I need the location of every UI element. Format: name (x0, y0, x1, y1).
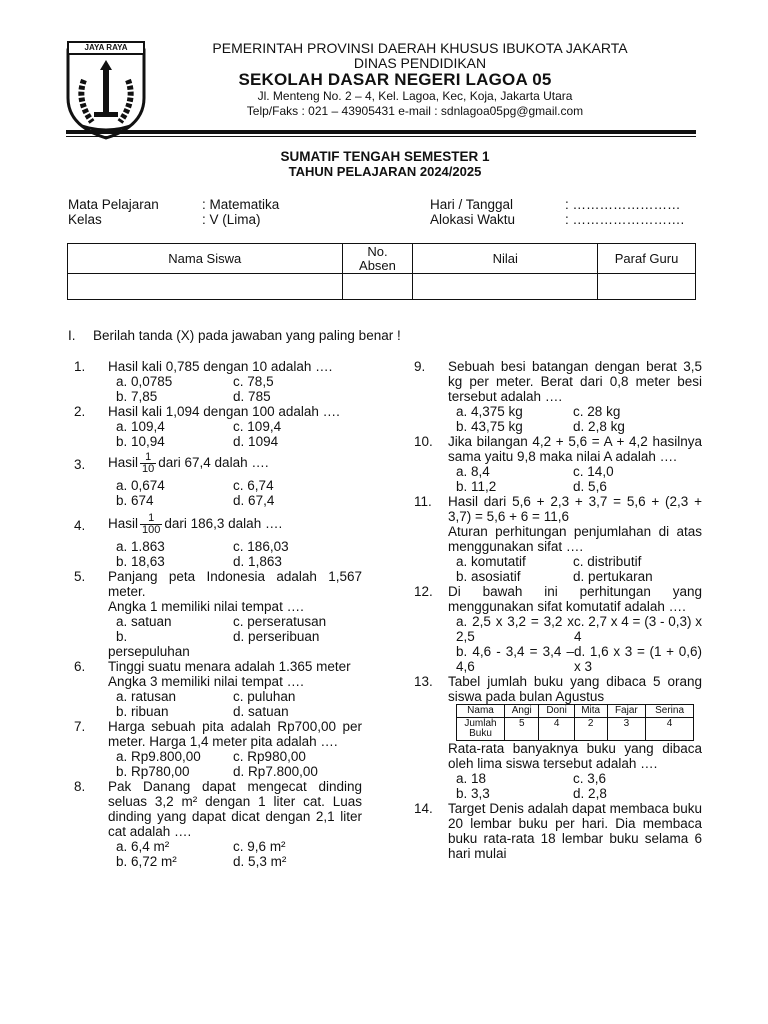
time-value: : ……………………. (565, 212, 685, 227)
question-text: Tinggi suatu menara adalah 1.365 meter (108, 659, 351, 674)
option-b[interactable]: b. ribuan (116, 704, 169, 719)
option-c[interactable]: c. 9,6 m² (233, 839, 286, 854)
jaya-raya-emblem-icon (62, 40, 150, 140)
col-paraf-guru: Paraf Guru (598, 244, 696, 274)
day-label: Hari / Tanggal (430, 197, 514, 212)
question-text: Hasil kali 0,785 dengan 10 adalah …. (108, 359, 333, 374)
option-b[interactable]: b. (116, 629, 128, 644)
question-11: 11. Hasil dari 5,6 + 2,3 + 3,7 = 5,6 + (2,3 + 3,7) = 5,6 + 6 = 11,6 Aturan perhitungan penjumlahan di atas menggunakan sifat …. a. komutatif c. distributif b. asosiatif d. pertukaran (414, 494, 702, 584)
question-10: 10. Jika bilangan 4,2 + 5,6 = A + 4,2 hasilnya sama yaitu 9,8 maka nilai A adalah …. a. 8,4 c. 14,0 b. 11,2 d. 5,6 (414, 434, 702, 494)
class-label: Kelas (68, 212, 102, 227)
question-8: 8. Pak Danang dapat mengecat dinding seluas 3,2 m² dengan 1 liter cat. Luas dinding yang dapat dicat dengan 2,1 liter cat adalah …. a. 6,4 m² c. 9,6 m² b. 6,72 m² d. 5,3 m² (74, 779, 362, 869)
option-c[interactable]: c. puluhan (233, 689, 296, 704)
option-a[interactable]: a. 0,0785 (116, 374, 173, 389)
books-header-student: Angi (505, 705, 539, 718)
question-2: 2. Hasil kali 1,094 dengan 100 adalah …. a. 109,4 c. 109,4 b. 10,94 d. 1094 (68, 404, 362, 449)
option-b[interactable]: b. 4,6 - 3,4 = 3,4 – 4,6 (456, 644, 574, 674)
option-d[interactable]: d. 1,6 x 3 = (1 + 0,6) x 3 (574, 644, 702, 674)
option-c[interactable]: c. Rp980,00 (233, 749, 306, 764)
cell-nilai[interactable] (413, 274, 598, 300)
class-value: : V (Lima) (202, 212, 261, 227)
option-b[interactable]: b. asosiatif (456, 569, 521, 584)
option-d[interactable]: d. 5,3 m² (233, 854, 287, 869)
question-subtext: Angka 3 memiliki nilai tempat …. (108, 674, 304, 689)
section-number: I. (68, 328, 76, 343)
option-c[interactable]: c. 28 kg (573, 404, 621, 419)
question-subtext: Aturan perhitungan penjumlahan di atas menggunakan sifat …. (448, 524, 702, 554)
books-value: 3 (607, 718, 646, 741)
option-a[interactable]: a. 8,4 (456, 464, 490, 479)
option-d[interactable]: d. Rp7.800,00 (233, 764, 318, 779)
books-header-student: Mita (574, 705, 607, 718)
option-a[interactable]: a. 6,4 m² (116, 839, 170, 854)
option-b[interactable]: b. 3,3 (456, 786, 490, 801)
option-b[interactable]: b. 7,85 (116, 389, 158, 404)
question-14: 14. Target Denis adalah dapat membaca buku 20 lembar buku per hari. Dia membaca buku rata-rata 18 lembar buku selama 6 hari mulai (414, 801, 702, 861)
books-header-student: Serina (646, 705, 694, 718)
option-a[interactable]: a. satuan (116, 614, 172, 629)
option-c[interactable]: c. 109,4 (233, 419, 282, 434)
option-d[interactable]: d. 67,4 (233, 493, 275, 508)
option-c[interactable]: c. 186,03 (233, 539, 289, 554)
option-a[interactable]: a. Rp9.800,00 (116, 749, 201, 764)
option-d[interactable]: d. pertukaran (573, 569, 653, 584)
col-no-absen: No. Absen (342, 244, 413, 274)
header-line-1: PEMERINTAH PROVINSI DAERAH KHUSUS IBUKOTA JAKARTA (212, 40, 628, 56)
option-c[interactable]: c. perseratusan (233, 614, 327, 629)
option-a[interactable]: a. 0,674 (116, 478, 165, 493)
question-1: 1. Hasil kali 0,785 dengan 10 adalah …. a. 0,0785 c. 78,5 b. 7,85 d. 785 (68, 359, 362, 404)
day-value: : …………………… (565, 197, 681, 212)
option-a[interactable]: a. ratusan (116, 689, 177, 704)
option-b[interactable]: b. 43,75 kg (456, 419, 523, 434)
cell-paraf-guru[interactable] (598, 274, 696, 300)
books-header-student: Fajar (607, 705, 646, 718)
header-rule-thick (66, 130, 696, 134)
question-4: 4. Hasil $\frac{1}{100}$ dari 186,3 dalah …. a. 1.863 c. 186,03 b. 18,63 d. 1,863 (68, 513, 362, 569)
option-d[interactable]: d. satuan (233, 704, 289, 719)
question-subtext: Rata-rata banyaknya buku yang dibaca oleh lima siswa tersebut adalah …. (448, 741, 702, 771)
school-contact: Telp/Faks : 021 – 43905431 e-mail : sdnlagoa05pg@gmail.com (246, 104, 584, 118)
option-b[interactable]: b. Rp780,00 (116, 764, 190, 779)
option-d[interactable]: d. 1,863 (233, 554, 282, 569)
books-row-label: Jumlah Buku (457, 718, 505, 741)
fraction: $\frac{1}{10}$ (142, 451, 155, 475)
question-text: Target Denis adalah dapat membaca buku 20 lembar buku per hari. Dia membaca buku rata-rata 18 lembar buku selama 6 hari mulai (448, 801, 702, 861)
option-d[interactable]: d. 2,8 (573, 786, 607, 801)
option-d[interactable]: d. 1094 (233, 434, 279, 449)
col-nilai: Nilai (413, 244, 598, 274)
option-d[interactable]: d. 2,8 kg (573, 419, 625, 434)
question-5: 5. Panjang peta Indonesia adalah 1,567 meter. Angka 1 memiliki nilai tempat …. a. satuan c. perseratusan b. d. perseribuan persepuluhan (74, 569, 362, 659)
question-text: Tabel jumlah buku yang dibaca 5 orang siswa pada bulan Agustus (448, 674, 702, 704)
cell-nama-siswa[interactable] (68, 274, 343, 300)
header-rule-thin (66, 136, 696, 137)
question-3: 3. Hasil $\frac{1}{10}$ dari 67,4 dalah …. a. 0,674 c. 6,74 b. 674 d. 67,4 (68, 452, 362, 508)
option-b[interactable]: b. 6,72 m² (116, 854, 177, 869)
books-value: 4 (646, 718, 694, 741)
books-value: 4 (539, 718, 574, 741)
questions-left-column (68, 359, 362, 869)
option-b[interactable]: b. 674 (116, 493, 154, 508)
question-13: 13. Tabel jumlah buku yang dibaca 5 orang siswa pada bulan Agustus Nama Angi Doni Mita Fajar Serina Jumlah Buku 5 4 2 3 4 Rata-rata banyaknya buku yang dibaca oleh lima siswa tersebut adalah …. a. 18 c. 3,6 b. 3,3 d. 2,8 (414, 674, 702, 801)
question-text: Hasil dari 5,6 + 2,3 + 3,7 = 5,6 + (2,3 + 3,7) = 5,6 + 6 = 11,6 (448, 494, 702, 524)
option-c[interactable]: c. 6,74 (233, 478, 274, 493)
option-b-continued: persepuluhan (108, 644, 190, 659)
subject-value: : Matematika (202, 197, 280, 212)
logo-text: JAYA RAYA (84, 43, 128, 52)
books-header-student: Doni (539, 705, 574, 718)
col-nama-siswa: Nama Siswa (68, 244, 343, 274)
question-text: Jika bilangan 4,2 + 5,6 = A + 4,2 hasilnya sama yaitu 9,8 maka nilai A adalah …. (448, 434, 702, 464)
option-d[interactable]: d. 785 (233, 389, 271, 404)
books-value: 5 (505, 718, 539, 741)
question-text: Harga sebuah pita adalah Rp700,00 per meter. Harga 1,4 meter pita adalah …. (108, 719, 362, 749)
question-text: Hasil kali 1,094 dengan 100 adalah …. (108, 404, 340, 419)
question-subtext: Angka 1 memiliki nilai tempat …. (108, 599, 304, 614)
student-id-table (67, 243, 696, 300)
option-a[interactable]: a. 18 (456, 771, 487, 786)
exam-title: SUMATIF TENGAH SEMESTER 1 (280, 149, 490, 164)
option-a[interactable]: a. 4,375 kg (456, 404, 523, 419)
question-text: Panjang peta Indonesia adalah 1,567 meter. (108, 569, 362, 599)
question-6: 6. Tinggi suatu menara adalah 1.365 meter Angka 3 memiliki nilai tempat …. a. ratusan c. puluhan b. ribuan d. satuan (68, 659, 362, 719)
option-c[interactable]: c. 78,5 (233, 374, 274, 389)
option-a[interactable]: a. komutatif (456, 554, 526, 569)
option-d[interactable]: d. perseribuan (233, 629, 320, 644)
books-value: 2 (574, 718, 607, 741)
question-12: 12. Di bawah ini perhitungan yang menggunakan sifat komutatif adalah …. a. 2,5 x 3,2 = 3,2 x 2,5 c. 2,7 x 4 = (3 - 0,3) x 4 b. 4,6 - 3,4 = 3,4 – 4,6 d. 1,6 x 3 = (1 + 0,6) x 3 (414, 584, 702, 674)
option-d[interactable]: d. 5,6 (573, 479, 607, 494)
option-c[interactable]: c. 3,6 (573, 771, 607, 786)
option-b[interactable]: b. 11,2 (456, 479, 497, 494)
option-b[interactable]: b. 10,94 (116, 434, 165, 449)
question-9: 9. Sebuah besi batangan dengan berat 3,5 kg per meter. Berat dari 0,8 meter besi tersebut adalah …. a. 4,375 kg c. 28 kg b. 43,75 kg d. 2,8 kg (414, 359, 702, 434)
option-a[interactable]: a. 109,4 (116, 419, 165, 434)
question-text: Hasil $\frac{1}{100}$ dari 186,3 dalah …. (108, 512, 283, 536)
question-text: Hasil $\frac{1}{10}$ dari 67,4 dalah …. (108, 451, 269, 475)
option-c[interactable]: c. 14,0 (573, 464, 614, 479)
question-text: Di bawah ini perhitungan yang menggunakan sifat komutatif adalah …. (448, 584, 702, 614)
school-name: SEKOLAH DASAR NEGERI LAGOA 05 (238, 70, 552, 89)
subject-label: Mata Pelajaran (68, 197, 159, 212)
option-a[interactable]: a. 1.863 (116, 539, 165, 554)
option-c[interactable]: c. distributif (573, 554, 642, 569)
question-text: Sebuah besi batangan dengan berat 3,5 kg per meter. Berat dari 0,8 meter besi tersebut adalah …. (448, 359, 702, 404)
question-7: 7. Harga sebuah pita adalah Rp700,00 per meter. Harga 1,4 meter pita adalah …. a. Rp9.800,00 c. Rp980,00 b. Rp780,00 d. Rp7.800,00 (74, 719, 362, 779)
time-label: Alokasi Waktu (430, 212, 516, 227)
option-b[interactable]: b. 18,63 (116, 554, 165, 569)
option-a[interactable]: a. 2,5 x 3,2 = 3,2 x 2,5 (456, 614, 574, 644)
exam-year: TAHUN PELAJARAN 2024/2025 (288, 164, 482, 179)
question-text: Pak Danang dapat mengecat dinding seluas 3,2 m² dengan 1 liter cat. Luas dinding yang dapat dicat dengan 2,1 liter cat adalah …. (108, 779, 362, 839)
books-table (456, 704, 694, 741)
questions-right-column (408, 359, 702, 861)
school-logo (62, 40, 150, 140)
cell-no-absen[interactable] (342, 274, 413, 300)
option-c[interactable]: c. 2,7 x 4 = (3 - 0,3) x 4 (574, 614, 702, 644)
section-instruction: Berilah tanda (X) pada jawaban yang paling benar ! (93, 328, 401, 343)
books-header-nama: Nama (457, 705, 505, 718)
school-address: Jl. Menteng No. 2 – 4, Kel. Lagoa, Kec, Koja, Jakarta Utara (257, 89, 573, 103)
header-line-2: DINAS PENDIDIKAN (353, 55, 487, 71)
fraction: $\frac{1}{100}$ (142, 512, 161, 536)
